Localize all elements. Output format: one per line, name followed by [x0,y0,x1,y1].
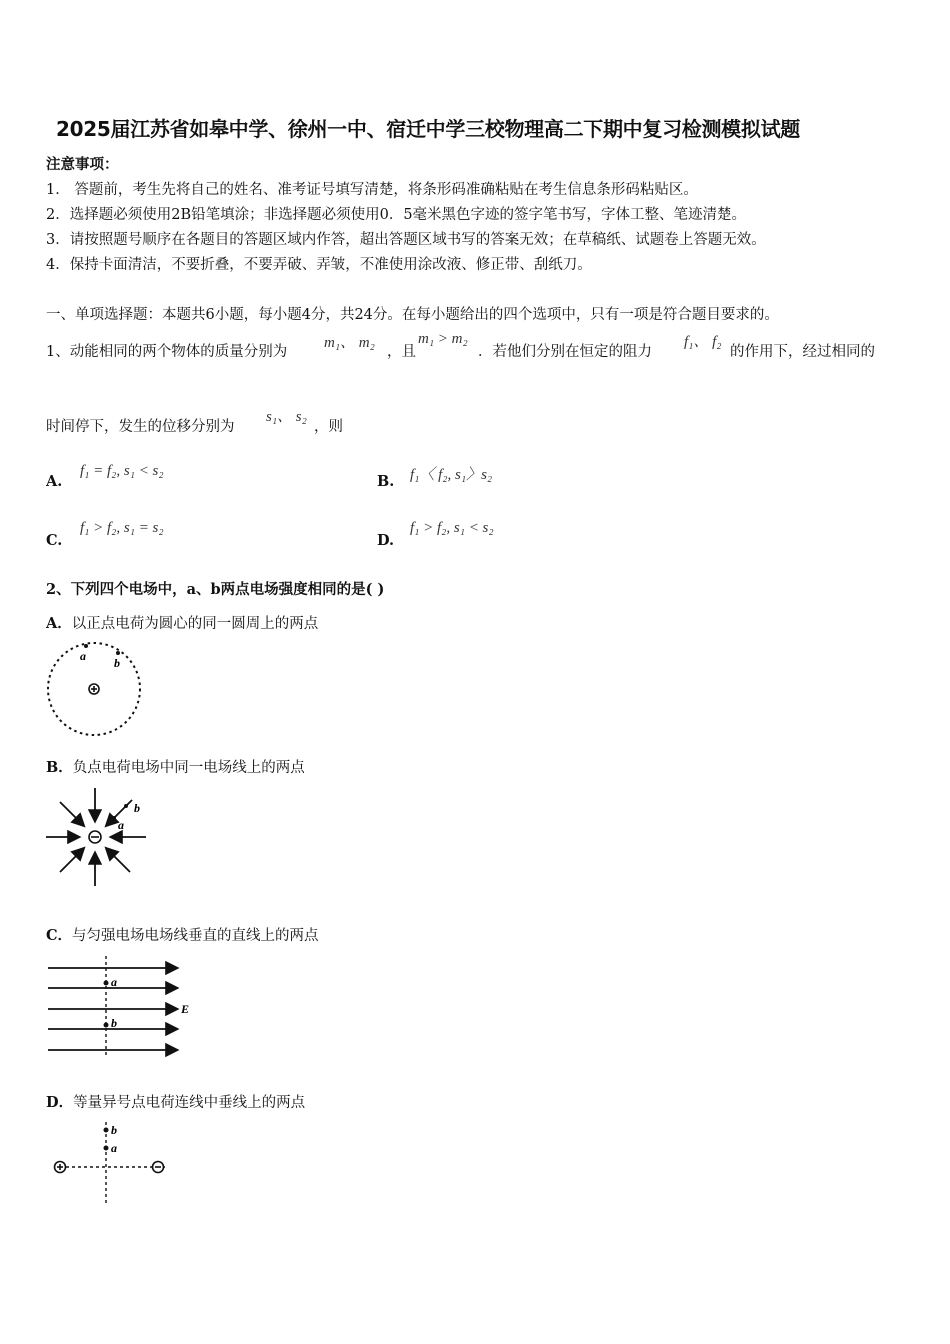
q1-math-forces: f₁、 f₂ [684,334,722,350]
q2-option-d-label: D． [46,1094,74,1111]
notice-item-2: 2．选择题必须使用2B铅笔填涂；非选择题必须使用0．5毫米黑色字迹的签字笔书写，字体工整、笔迹清楚。 [46,207,747,223]
q1-math-displacements: s₁、 s₂ [266,409,307,425]
fig-c-label-b: b [111,1016,117,1030]
fig-c-label-e: E [181,1002,190,1016]
q1-math-condition: m₁ > m₂ [418,331,468,347]
q1-option-b[interactable]: f₁〈 f₂, s₁〉s₂ [410,467,493,483]
q1-option-a[interactable]: f₁ = f₂, s₁ < s₂ [80,463,164,479]
q1-option-b-label: B. [377,473,395,490]
notice-heading: 注意事项： [46,156,119,173]
q2-option-c[interactable] [46,924,319,945]
q2-option-a[interactable] [46,612,318,633]
q2-option-b-text: 负点电荷电场中同一电场线上的两点 [72,760,305,776]
q2-option-d[interactable] [46,1091,305,1112]
q1-option-a-label: A. [46,473,63,490]
notice-item-3: 3．请按照题号顺序在各题目的答题区域内作答，超出答题区域书写的答案无效；在草稿纸、试题卷上答题无效。 [46,232,766,248]
q1-option-c-label: C. [46,532,63,549]
q1-math-masses: m₁、 m₂ [324,335,375,351]
q2-option-b-label: B． [46,759,73,776]
q1-option-d[interactable]: f₁ > f₂, s₁ < s₂ [410,520,494,536]
q2-option-c-label: C． [46,927,73,944]
fig-a-label-a: a [80,649,86,663]
figure-c-uniform-field [40,952,200,1062]
notice-item-4: 4．保持卡面清洁，不要折叠，不要弄破、弄皱，不准使用涂改液、修正带、刮纸刀。 [46,257,592,273]
q1-option-c[interactable]: f₁ > f₂, s₁ = s₂ [80,520,164,536]
fig-b-label-b: b [134,801,140,815]
q2-option-a-label: A． [46,615,72,632]
q2-option-a-text: 以正点电荷为圆心的同一圆周上的两点 [71,616,319,632]
figure-b-negative-charge-field [40,782,155,892]
figure-d-dipole-field [40,1118,180,1210]
notice-item-1: 1． 答题前，考生先将自己的姓名、准考证号填写清楚，将条形码准确粘贴在考生信息条形码粘贴区。 [46,182,698,198]
q2-option-c-text: 与匀强电场电场线垂直的直线上的两点 [72,928,319,944]
q2-option-b[interactable] [46,756,305,777]
q1-text-e: 时间停下，发生的位移分别为 [46,419,235,435]
section-heading: 一、单项选择题：本题共6小题，每小题4分，共24分。在每小题给出的四个选项中，只有一项是符合题目要求的。 [46,307,779,323]
fig-d-label-a: a [111,1141,117,1155]
q1-text-f: ，则 [314,419,343,435]
q1-text-b: ，且 [387,344,416,360]
figure-a-circle-field [40,638,150,740]
fig-d-label-b: b [111,1123,117,1137]
fig-a-label-b: b [114,656,120,670]
fig-b-label-a: a [118,818,124,832]
q1-text-a: 1、动能相同的两个物体的质量分别为 [46,344,288,360]
page-title: 2025届江苏省如皋中学、徐州一中、宿迁中学三校物理高二下期中复习检测模拟试题 [56,117,800,141]
q1-option-d-label: D. [377,532,395,549]
q1-text-d: 的作用下，经过相同的 [730,344,875,360]
q2-stem: 2、下列四个电场中，a、b两点电场强度相同的是( ) [46,581,385,598]
fig-c-label-a: a [111,975,117,989]
q2-option-d-text: 等量异号点电荷连线中垂线上的两点 [73,1095,306,1111]
q1-text-c: ．若他们分别在恒定的阻力 [478,344,652,360]
